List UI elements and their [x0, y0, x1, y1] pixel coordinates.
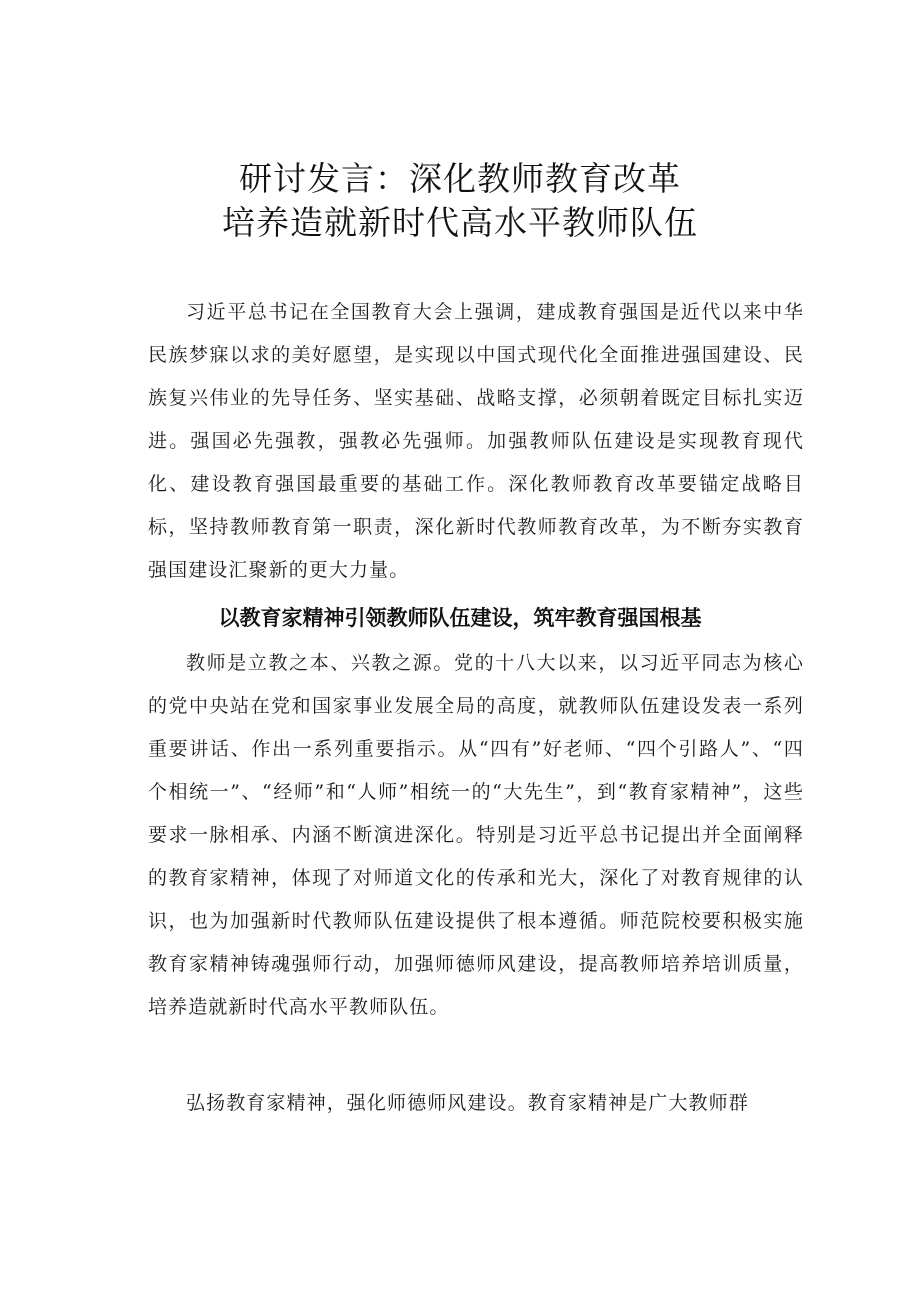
document-title-line-2: 培养造就新时代高水平教师队伍 [222, 203, 698, 242]
body-paragraph-3: 弘扬教育家精神，强化师德师风建设。教育家精神是广大教师群 [186, 1092, 749, 1114]
document-title-line-1: 研讨发言：深化教师教育改革 [239, 159, 681, 198]
section-heading: 以教育家精神引领教师队伍建设，筑牢教育强国根基 [218, 606, 702, 630]
body-paragraph-1: 习近平总书记在全国教育大会上强调，建成教育强国是近代以来中华民族梦寐以求的美好愿望，是实现以中国式现代化全面推进强国建设、民族复兴伟业的先导任务、坚实基础、战略支撑，必须朝着既定目标扎实迈进。强国必先强教，强教必先强师。加强教师队伍建设是实现教育现代化、建设教育强国最重要的基础工作。深化教师教育改革要锚定战略目标，坚持教师教育第一职责，深化新时代教师教育改革，为不断夯实教育强国建设汇聚新的更大力量。 [148, 301, 804, 581]
body-paragraph-2: 教师是立教之本、兴教之源。党的十八大以来，以习近平同志为核心的党中央站在党和国家事业发展全局的高度，就教师队伍建设发表一系列重要讲话、作出一系列重要指示。从“四有”好老师、“四个引路人”、“四个相统一”、“经师”和“人师”相统一的“大先生”，到“教育家精神”，这些要求一脉相承、内涵不断演进深化。特别是习近平总书记提出并全面阐释的教育家精神，体现了对师道文化的传承和光大，深化了对教育规律的认识，也为加强新时代教师队伍建设提供了根本遵循。师范院校要积极实施教育家精神铸魂强师行动，加强师德师风建设，提高教师培养培训质量，培养造就新时代高水平教师队伍。 [148, 652, 804, 1018]
